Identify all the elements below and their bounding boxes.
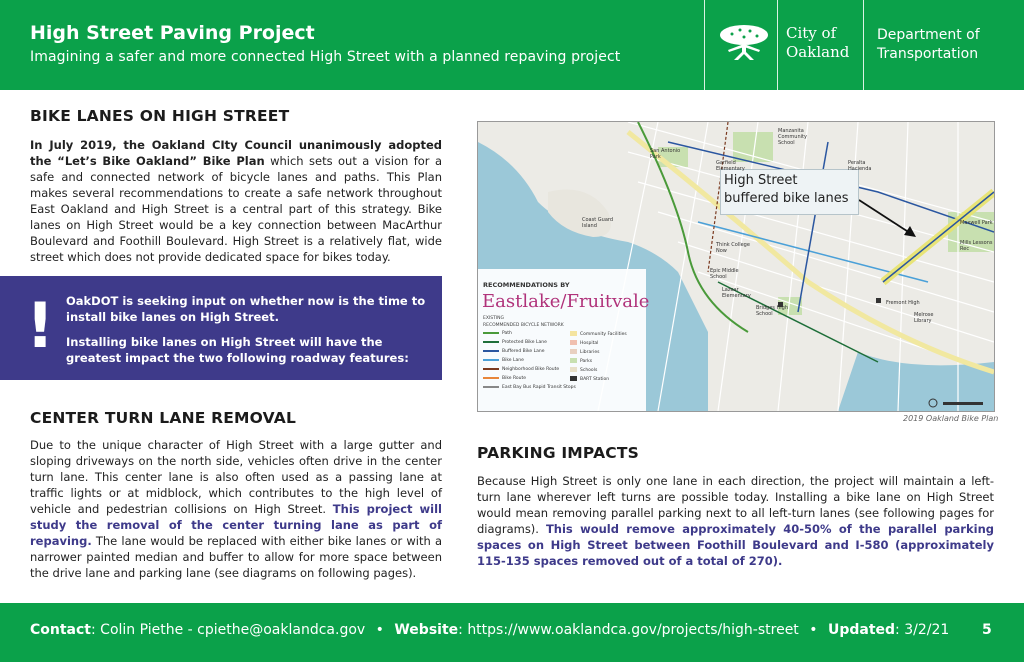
callout-line-2: Installing bike lanes on High Street will have the greatest impact the two following roadway features: bbox=[66, 335, 409, 365]
parking-emphasis: This would remove approximately 40-50% of the parallel parking spaces on High Street between Foothill Boulevard and I-580 (approximately 115-135 spaces removed out of a total of 270). bbox=[477, 522, 994, 568]
bike-plan-text: which sets out a vision for a safe and connected network of bicycle lanes and paths. This Plan makes several recommendations to create a safe network throughout East Oakland and High Street is a central part of this strategy. Bike lanes on High Street would be a key connection between MacArthur Boulevard and Foothill Boulevard. High Street is a relatively flat, wide street which does not provide dedicated space for bikes today. bbox=[30, 154, 442, 264]
legend-item bbox=[483, 349, 544, 354]
legend-item bbox=[570, 376, 609, 382]
legend-item bbox=[570, 367, 597, 373]
legend-swatch bbox=[570, 376, 577, 381]
center-turn-emphasis: This project will study the removal of the center turning lane as part of repaving. bbox=[30, 502, 442, 548]
website-label: Website bbox=[394, 622, 459, 638]
page-subtitle: Imagining a safer and more connected High Street with a planned repaving project bbox=[30, 49, 621, 65]
dept-line-2: Transportation bbox=[877, 46, 979, 62]
department-label bbox=[877, 26, 980, 64]
center-turn-paragraph bbox=[30, 437, 442, 581]
parking-text: Because High Street is only one lane in each direction, the project will maintain a left-turn lane wherever left turns are possible today. Installing a bike lane on High Street would mean removing parallel parking next to all left-turn lanes (see following pages for diagrams). bbox=[477, 474, 994, 536]
page-title: High Street Paving Project bbox=[30, 22, 315, 44]
legend-label: Schools bbox=[580, 368, 598, 373]
map-legend bbox=[478, 269, 650, 411]
map-caption: 2019 Oakland Bike Plan bbox=[903, 414, 999, 423]
legend-item bbox=[570, 358, 592, 364]
center-turn-text-1: Due to the unique character of High Street with a large gutter and sloping driveways on the north side, vehicles often drive in the center turn lane. This center lane is also often used as a passing lane at traffic lights or at midblock, which contributes to the high level of vehicle and pedestrian collisions on High Street. bbox=[30, 438, 442, 516]
legend-swatch bbox=[483, 377, 499, 379]
legend-label: Neighborhood Bike Route bbox=[502, 367, 560, 372]
updated-value: 3/2/21 bbox=[904, 622, 950, 638]
callout-line-1: OakDOT is seeking input on whether now is the time to install bike lanes on High Street. bbox=[66, 294, 426, 324]
legend-label: Bike Route bbox=[502, 376, 527, 381]
contact-label: Contact bbox=[30, 622, 91, 638]
legend-label: Community Facilities bbox=[580, 332, 627, 337]
map-place-label: Maxwell Park bbox=[960, 220, 993, 226]
legend-item bbox=[483, 376, 526, 381]
legend-label: Hospital bbox=[580, 341, 599, 346]
header-divider bbox=[704, 0, 705, 90]
legend-item bbox=[483, 331, 512, 336]
legend-swatch bbox=[570, 367, 577, 372]
bike-lanes-paragraph bbox=[30, 137, 442, 265]
legend-network: RECOMMENDED BICYCLE NETWORK bbox=[483, 323, 564, 328]
footer-contact-line: Contact: Colin Piethe - cpiethe@oaklandca.gov • Website: https://www.oaklandca.gov/projects/high-street • Updated: 3/2/21 bbox=[30, 622, 950, 638]
callout-line-1: High Street bbox=[724, 173, 798, 188]
legend-title: Eastlake/Fruitvale bbox=[482, 291, 650, 312]
legend-swatch bbox=[483, 368, 499, 370]
map-place-label: Manzanita Community School bbox=[778, 128, 807, 146]
legend-label: Parks bbox=[580, 359, 593, 364]
legend-heading: RECOMMENDATIONS BY bbox=[483, 281, 570, 289]
bike-plan-map bbox=[477, 121, 995, 412]
legend-item bbox=[483, 340, 547, 345]
legend-item bbox=[570, 331, 627, 337]
legend-swatch bbox=[483, 359, 499, 361]
legend-swatch bbox=[570, 349, 577, 354]
legend-label: Path bbox=[502, 331, 512, 336]
bike-plan-intro: In July 2019, the Oakland CIty Council unanimously adopted the “Let’s Bike Oakland” Bike Plan bbox=[30, 138, 442, 168]
city-line-2: Oakland bbox=[786, 43, 850, 61]
website-link[interactable]: https://www.oaklandca.gov/projects/high-street bbox=[467, 622, 799, 638]
dept-line-1: Department of bbox=[877, 27, 980, 43]
legend-label: Libraries bbox=[580, 350, 600, 355]
legend-label: Buffered Bike Lane bbox=[502, 349, 545, 354]
map-place-label: Lazear Elementary bbox=[722, 287, 751, 299]
legend-existing: EXISTING bbox=[483, 316, 505, 321]
input-callout-box bbox=[0, 276, 442, 380]
legend-swatch bbox=[483, 332, 499, 334]
city-of-oakland-label bbox=[786, 24, 849, 62]
contact-value[interactable]: Colin Piethe - cpiethe@oaklandca.gov bbox=[100, 622, 366, 638]
map-place-label: Garfield Elementary bbox=[716, 160, 745, 172]
separator-dot: • bbox=[375, 622, 384, 638]
updated-label: Updated bbox=[827, 622, 896, 638]
legend-label: Protected Bike Lane bbox=[502, 340, 547, 345]
exclamation-icon: ! bbox=[26, 289, 55, 362]
legend-swatch bbox=[483, 341, 499, 343]
parking-paragraph bbox=[477, 473, 994, 569]
legend-swatch bbox=[570, 340, 577, 345]
high-street-callout bbox=[720, 169, 859, 215]
legend-item bbox=[483, 385, 576, 390]
map-place-label: Peralta Hacienda bbox=[848, 160, 872, 172]
map-place-label: Fremont High bbox=[886, 300, 920, 306]
callout-line-2: buffered bike lanes bbox=[724, 191, 849, 206]
header-divider bbox=[777, 0, 778, 90]
parking-heading: PARKING IMPACTS bbox=[477, 444, 639, 462]
legend-label: BART Station bbox=[580, 377, 610, 382]
oak-tree-logo-icon bbox=[716, 22, 772, 62]
legend-swatch bbox=[570, 358, 577, 363]
map-place-label: Coast Guard Island bbox=[582, 217, 614, 229]
legend-label: East Bay Bus Rapid Transit Stops bbox=[502, 385, 576, 390]
city-line-1: City of bbox=[786, 24, 837, 42]
header-divider bbox=[863, 0, 864, 90]
separator-dot: • bbox=[809, 622, 818, 638]
legend-item bbox=[483, 358, 524, 363]
legend-item bbox=[570, 349, 599, 355]
map-place-label: Epic Middle School bbox=[710, 268, 739, 280]
page-footer bbox=[0, 603, 1024, 662]
map-place-label: Melrose Library bbox=[914, 312, 934, 324]
legend-swatch bbox=[483, 386, 499, 388]
legend-swatch bbox=[483, 350, 499, 352]
center-turn-text-2: The lane would be replaced with either bike lanes or with a narrower painted median and buffer to allow for more space between the drive lane and parking lane (see diagrams on following pages). bbox=[30, 534, 442, 580]
map-place-label: Mills Lessons Rec bbox=[960, 240, 993, 252]
center-turn-heading: CENTER TURN LANE REMOVAL bbox=[30, 409, 297, 427]
legend-item bbox=[483, 367, 559, 372]
legend-item bbox=[570, 340, 598, 346]
map-place-label: Bridges High School bbox=[756, 305, 788, 317]
legend-label: Bike Lane bbox=[502, 358, 524, 363]
legend-swatch bbox=[570, 331, 577, 336]
map-place-label: San Antonio Park bbox=[650, 148, 681, 160]
page-header bbox=[0, 0, 1024, 90]
bike-lanes-heading: BIKE LANES ON HIGH STREET bbox=[30, 107, 290, 125]
page-number: 5 bbox=[982, 622, 992, 638]
map-place-label: Think College Now bbox=[716, 242, 750, 254]
